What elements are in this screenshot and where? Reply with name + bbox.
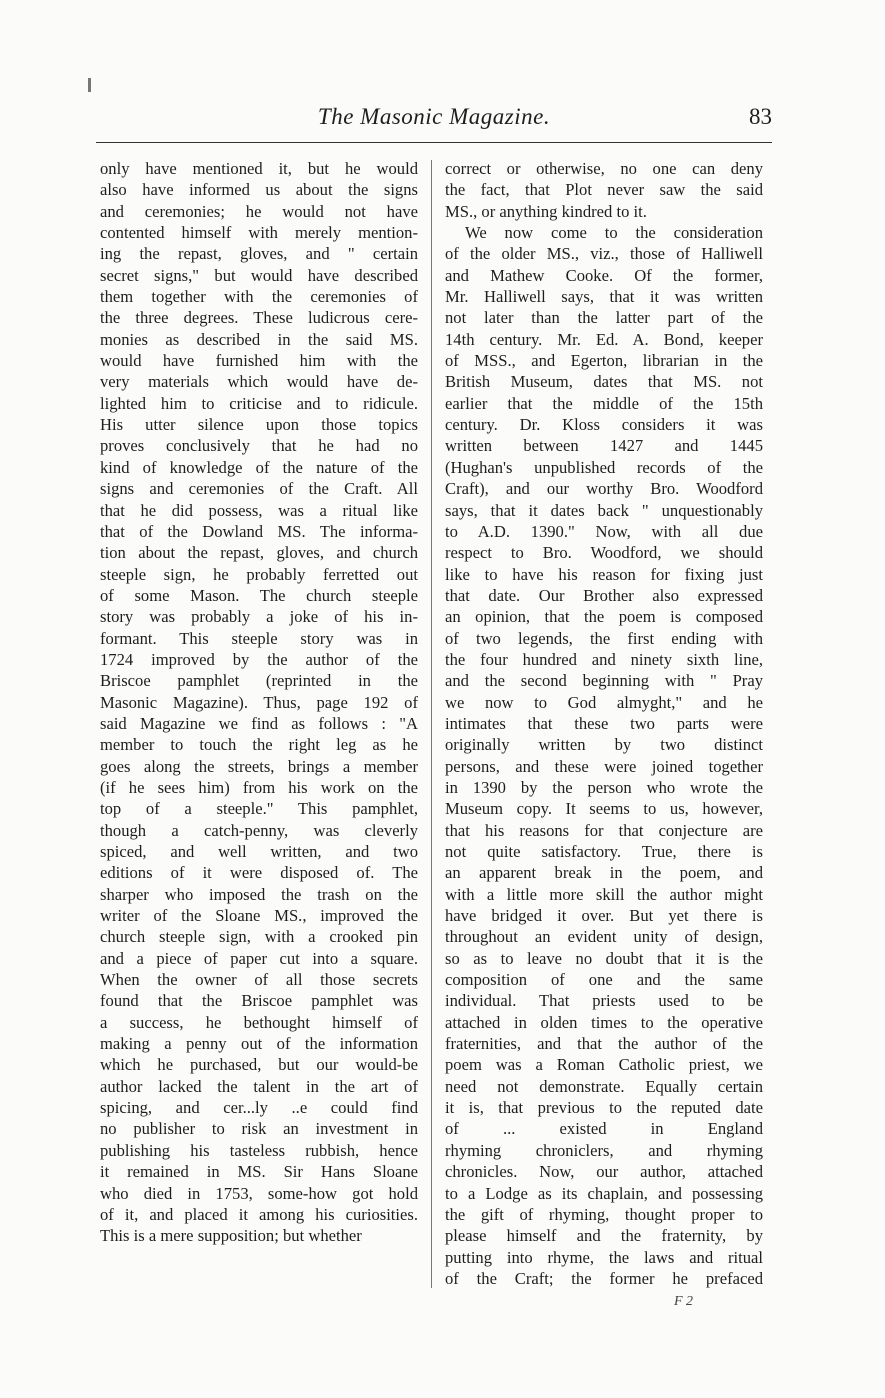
text-line: putting into rhyme, the laws and ritual [445,1247,763,1267]
text-line: attached in olden times to the operative [445,1012,763,1032]
text-line: century. Dr. Kloss considers it was [445,415,763,435]
text-line: earlier that the middle of the 15th [445,393,763,413]
text-line: This is a mere supposition; but whether [100,1226,362,1246]
text-line: says, that it dates back " unquestionably [445,500,763,520]
text-line: chronicles. Now, our author, attached [445,1162,763,1182]
text-line: secret signs," but would have described [100,265,418,285]
text-line: it remained in MS. Sir Hans Sloane [100,1162,418,1182]
text-line: and Mathew Cooke. Of the former, [445,265,763,285]
text-line: Masonic Magazine). Thus, page 192 of [100,692,418,712]
text-line: story was probably a joke of his in- [100,607,418,627]
text-line: of two legends, the first ending with [445,628,763,648]
text-line: 1724 improved by the author of the [100,649,418,669]
text-line: that his reasons for that conjecture are [445,820,763,840]
text-line: like to have his reason for fixing just [445,564,763,584]
text-line: top of a steeple." This pamphlet, [100,799,418,819]
text-line: of MSS., and Egerton, librarian in the [445,351,763,371]
text-line: not quite satisfactory. True, there is [445,842,763,861]
text-line: that he did possess, was a ritual like [100,500,418,520]
text-line: publishing his tasteless rubbish, hence [100,1140,418,1160]
text-line: the gift of rhyming, thought proper to [445,1204,763,1224]
text-line: with a little more skill the author might [445,884,763,904]
text-line: rhyming chroniclers, and rhyming [445,1140,763,1160]
text-line: We now come to the consideration [465,223,763,243]
left-column [100,158,418,1247]
text-line: goes along the streets, brings a member [100,756,418,776]
text-line: church steeple sign, with a crooked pin [100,927,418,947]
text-line: sharper who imposed the trash on the [100,884,418,904]
text-line: found that the Briscoe pamphlet was [100,991,418,1011]
text-line: which he purchased, but our would-be [100,1055,418,1075]
text-line: intimates that these two parts were [445,713,763,733]
text-line: persons, and these were joined together [445,756,763,776]
text-line: very materials which would have de- [100,372,418,392]
text-line: need not demonstrate. Equally certain [445,1076,763,1096]
page-header [96,100,772,140]
running-title: The Masonic Magazine. [317,104,551,129]
text-line: a success, he bethought himself of [100,1012,418,1032]
text-line: His utter silence upon those topics [100,415,418,435]
text-line: tion about the repast, gloves, and church [100,543,418,563]
text-line: respect to Bro. Woodford, we should [445,543,763,563]
text-line: of it, and placed it among his curiosities. [100,1204,418,1224]
text-line: throughout an evident unity of design, [445,927,763,947]
text-line: making a penny out of the information [100,1034,418,1054]
text-line: to a Lodge as its chaplain, and possessing [445,1183,763,1203]
text-line: signs and ceremonies of the Craft. All [100,479,418,499]
text-line: and the second beginning with " Pray [445,671,763,691]
text-line: written between 1427 and 1445 [445,436,763,456]
margin-mark [88,78,91,92]
text-line: (if he sees him) from his work on the [100,777,418,797]
text-line: it is, that previous to the reputed date [445,1098,763,1118]
text-line: would have furnished him with the [100,351,418,371]
text-line: said Magazine we find as follows : "A [100,713,418,733]
text-line: the fact, that Plot never saw the said [445,180,763,200]
text-line: contented himself with merely mention- [100,223,418,243]
text-line: 14th century. Mr. Ed. A. Bond, keeper [445,329,763,349]
text-line: and ceremonies; he would not have [100,201,418,221]
text-line: writer of the Sloane MS., improved the [100,906,418,926]
page-number: 83 [749,104,772,129]
text-line: Craft), and our worthy Bro. Woodford [445,479,763,499]
text-line: kind of knowledge of the nature of the [100,457,418,477]
text-line: correct or otherwise, no one can deny [445,159,763,178]
text-line: we now to God almyght," and he [445,692,763,712]
text-line: Museum copy. It seems to us, however, [445,799,763,819]
text-line: proves conclusively that he had no [100,436,418,456]
column-divider [431,160,432,1288]
text-line: who died in 1753, some-how got hold [100,1183,418,1203]
text-line: in 1390 by the person who wrote the [445,777,763,797]
text-line: editions of it were disposed of. The [100,863,418,883]
text-line: so as to leave no doubt that it is the [445,948,763,968]
text-line: Mr. Halliwell says, that it was written [445,287,763,307]
text-line: spicing, and cer...ly ..e could find [100,1098,418,1118]
text-line: ing the repast, gloves, and " certain [100,244,418,264]
text-line: please himself and the fraternity, by [445,1226,763,1246]
text-line: though a catch-penny, was cleverly [100,820,418,840]
text-line: of the Craft; the former he prefaced [445,1268,763,1288]
text-line: When the owner of all those secrets [100,970,418,990]
text-line: and a piece of paper cut into a square. [100,948,418,968]
text-line: steeple sign, he probably ferretted out [100,564,418,584]
text-line: MS., or anything kindred to it. [445,201,647,221]
text-line: individual. That priests used to be [445,991,763,1011]
text-line: that of the Dowland MS. The informa- [100,521,418,541]
header-rule [96,142,772,143]
text-line: fraternities, and that the author of the [445,1034,763,1054]
text-line: to A.D. 1390." Now, with all due [445,521,763,541]
text-line: only have mentioned it, but he would [100,159,418,178]
text-line: that date. Our Brother also expressed [445,585,763,605]
text-line: composition of one and the same [445,970,763,990]
text-line: an opinion, that the poem is composed [445,607,763,627]
text-line: have bridged it over. But yet there is [445,906,763,926]
text-line: monies as described in the said MS. [100,329,418,349]
text-line: also have informed us about the signs [100,180,418,200]
text-line: (Hughan's unpublished records of the [445,457,763,477]
text-line: lighted him to criticise and to ridicule. [100,393,418,413]
signature-mark: F 2 [674,1294,694,1309]
right-column [445,158,763,1289]
text-line: the three degrees. These ludicrous cere- [100,308,418,328]
text-line: the four hundred and ninety sixth line, [445,649,763,669]
text-line: of the older MS., viz., those of Halliwell [445,244,763,264]
text-line: originally written by two distinct [445,735,763,755]
text-line: author lacked the talent in the art of [100,1076,418,1096]
text-line: them together with the ceremonies of [100,287,418,307]
text-line: spiced, and well written, and two [100,842,418,861]
text-line: not later than the latter part of the [445,308,763,328]
text-line: an apparent break in the poem, and [445,863,763,883]
text-line: member to touch the right leg as he [100,735,418,755]
text-line: of ... existed in England [445,1119,763,1139]
text-line: of some Mason. The church steeple [100,585,418,605]
text-line: poem was a Roman Catholic priest, we [445,1055,763,1075]
text-line: no publisher to risk an investment in [100,1119,418,1139]
text-line: formant. This steeple story was in [100,628,418,648]
text-line: Briscoe pamphlet (reprinted in the [100,671,418,691]
text-line: British Museum, dates that MS. not [445,372,763,392]
